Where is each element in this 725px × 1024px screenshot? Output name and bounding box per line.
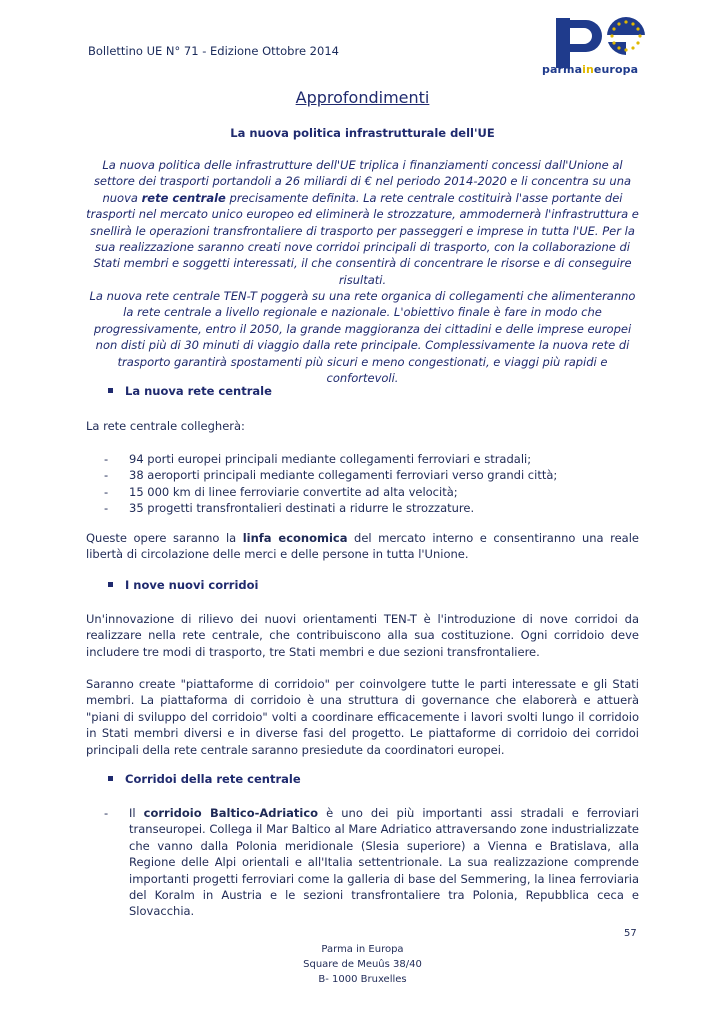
rete-closing: Queste opere saranno la linfa economica del mercato interno e consentiranno una reale libertà di circolazione delle merci e delle persone in tutta l'Unione.	[86, 531, 639, 562]
footer-line: Parma in Europa	[321, 944, 404, 955]
intro-paragraph-1: La nuova politica delle infrastrutture dell'UE triplica i finanziamenti concessi dall'Unione al settore dei trasporti portandoli a 26 miliardi di € nel periodo 2014-2020 e li concentra su una nuova rete centrale precisamente definita. La rete centrale costituirà l'asse portante dei trasporti nel mercato unico europeo ed eliminerà le strozzature, ammodernerà l'infrastruttura e snellirà le operazioni transfrontaliere di trasporto per passeggeri e imprese in tutta l'UE. Per la sua realizzazione saranno creati nove corridoi principali di trasporto, con la collaborazione di Stati membri e soggetti interessati, il che consentirà di concentrare le risorse e di conseguire risultati.	[86, 158, 639, 287]
bullet-square-icon	[108, 582, 113, 587]
intro-paragraph-2: La nuova rete centrale TEN-T poggerà su una rete organica di collegamenti che alimenteranno la rete centrale a livello regionale e nazionale. L'obiettivo finale è fare in modo che progressivamente, entro il 2050, la grande maggioranza dei cittadini e delle imprese europei non disti più di 30 minuti di viaggio dalla rete principale. Complessivamente la nuova rete di trasporto garantirà spostamenti più sicuri e meno congestionati, e viaggi più rapidi e confortevoli.	[89, 289, 636, 386]
article-title: La nuova politica infrastrutturale dell'UE	[230, 126, 495, 140]
corridoi-paragraph-2: Saranno create "piattaforme di corridoio" per coinvolgere tutte le parti interessate e gli Stati membri. La piattaforma di corridoio è una struttura di governance che elaborerà e attuerà "piani di sviluppo del corridoio" volti a coordinare efficacemente i lavori svolti lungo il corridoio in Stati membri diversi e in diverse fasi del progetto. Le piattaforme di corridoio dei corridoi principali della rete centrale saranno presiedute da coordinatori europei.	[86, 677, 639, 757]
footer-line: B- 1000 Bruxelles	[318, 974, 407, 985]
list-item: - 94 porti europei principali mediante collegamenti ferroviari e stradali;	[104, 452, 532, 466]
corridoi-paragraph-1: Un'innovazione di rilievo dei nuovi orientamenti TEN-T è l'introduzione di nove corridoi da realizzare nella rete centrale, che contribuiscono alla sua costituzione. Ogni corridoio deve includere tre modi di trasporto, tre Stati membri e due sezioni transfrontaliere.	[86, 612, 639, 659]
bulletin-header: Bollettino UE N° 71 - Edizione Ottobre 2014	[88, 44, 339, 58]
rete-lead: La rete centrale collegherà:	[86, 419, 245, 433]
subheading-rete-centrale: La nuova rete centrale	[108, 384, 272, 398]
section-title: Approfondimenti	[295, 88, 430, 107]
logo-caption: parmaineuropa	[542, 63, 639, 76]
corridor-item-baltico-adriatico: - Il corridoio Baltico-Adriatico è uno dei più importanti assi stradali e ferroviari transeuropei. Collega il Mar Baltico al Mare Adriatico attraversando zone industrializzate che vanno dalla Polonia meridionale (Slesia superiore) a Vienna e Bratislava, alla Regione delle Alpi orientali e all'Italia settentrionale. La sua realizzazione comprende importanti progetti ferroviari come la galleria di base del Semmering, la linea ferroviaria del Koralm in Austria e le sezioni transfrontaliere tra Polonia, Repubblica ceca e Slovacchia.	[104, 806, 639, 919]
subheading-nove-corridoi: I nove nuovi corridoi	[108, 578, 258, 592]
footer-line: Square de Meuûs 38/40	[303, 959, 422, 970]
list-item: - 35 progetti transfrontalieri destinati a ridurre le strozzature.	[104, 501, 475, 516]
footer-address	[0, 942, 725, 987]
page-number: 57	[624, 928, 637, 939]
bullet-square-icon	[108, 776, 113, 781]
subheading-corridoi-rete: Corridoi della rete centrale	[108, 772, 301, 786]
list-item: - 38 aeroporti principali mediante collegamenti ferroviari verso grandi città;	[104, 468, 558, 483]
list-item: - 15 000 km di linee ferroviarie convertite ad alta velocità;	[104, 484, 458, 499]
bullet-square-icon	[108, 388, 113, 393]
rete-list	[104, 451, 639, 517]
